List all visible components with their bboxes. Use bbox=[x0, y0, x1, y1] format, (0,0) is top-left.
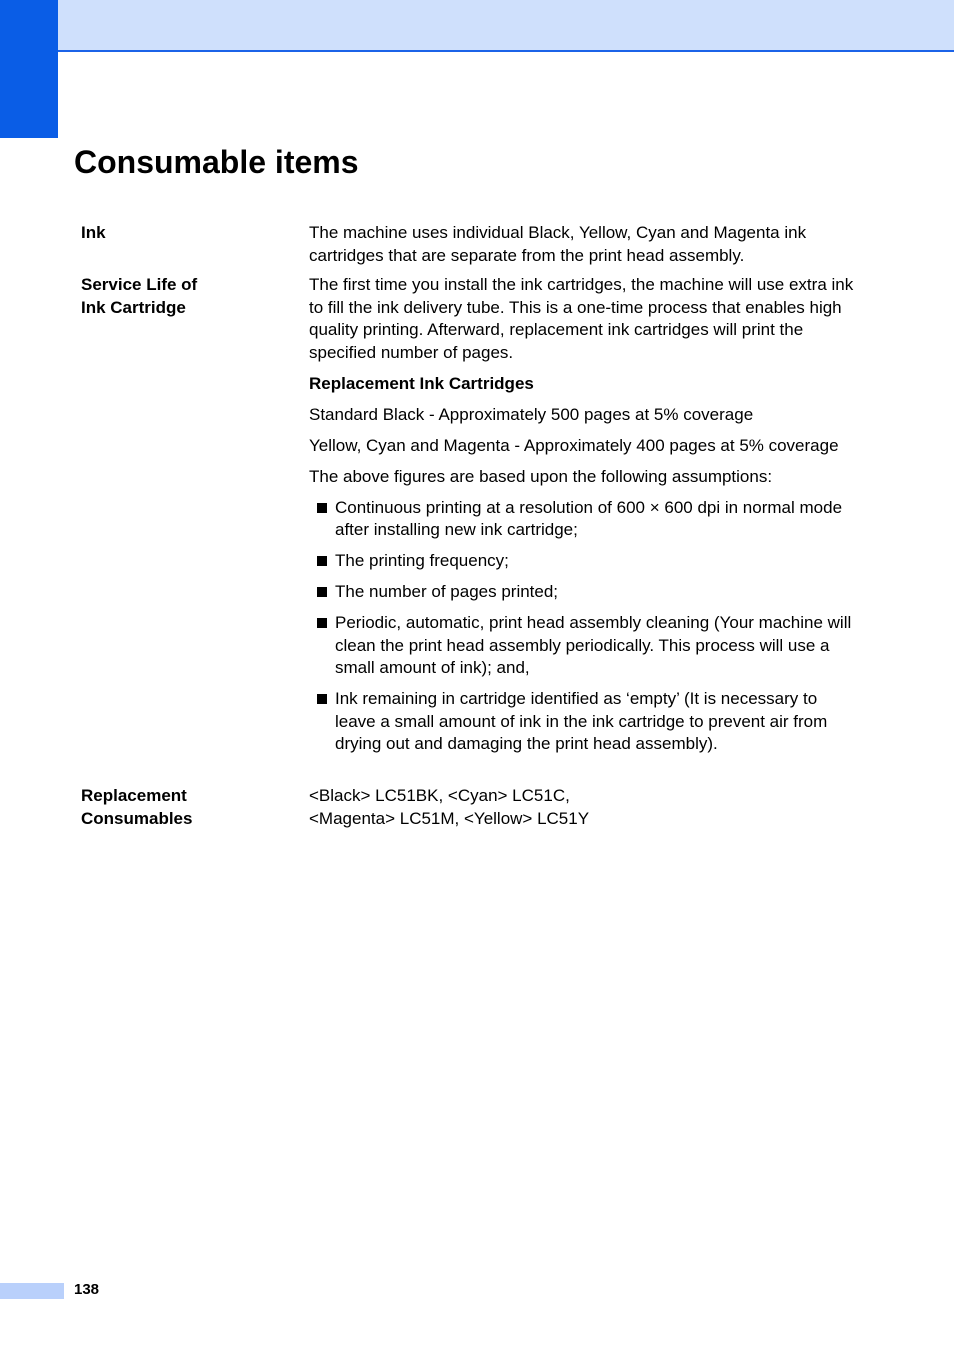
assumption-text: Periodic, automatic, print head assembly cleaning (Your machine will clean the print head assembly periodically. This process will use a small amount of ink); and, bbox=[335, 613, 852, 677]
assumption-text: Ink remaining in cartridge identified as ‘empty’ (It is necessary to leave a small amount of ink in the ink cartridge to prevent air from drying out and damaging the print head assembly). bbox=[335, 689, 828, 753]
assumptions-list bbox=[309, 497, 854, 756]
consumables-line-2: <Magenta> LC51M, <Yellow> LC51Y bbox=[309, 808, 590, 828]
footer-bar bbox=[0, 1283, 64, 1299]
list-item bbox=[309, 688, 854, 756]
page-number: 138 bbox=[74, 1281, 100, 1298]
list-item bbox=[309, 550, 854, 573]
square-bullet-icon bbox=[317, 618, 327, 628]
label-service-life-line-1: Service Life of bbox=[81, 275, 198, 294]
replacement-ink-heading: Replacement Ink Cartridges bbox=[309, 373, 534, 393]
label-ink bbox=[81, 222, 106, 245]
assumption-text: The printing frequency; bbox=[335, 551, 509, 570]
standard-black-yield: Standard Black - Approximately 500 pages at 5% coverage bbox=[309, 404, 754, 424]
label-replacement-line-1: Replacement bbox=[81, 786, 187, 805]
assumption-text: Continuous printing at a resolution of 600 × 600 dpi in normal mode after installing new ink cartridge; bbox=[335, 497, 843, 539]
page-title: Consumable items bbox=[74, 144, 359, 180]
label-ink-text: Ink bbox=[81, 223, 106, 242]
assumptions-intro: The above figures are based upon the following assumptions: bbox=[309, 466, 773, 486]
color-yield: Yellow, Cyan and Magenta - Approximately 400 pages at 5% coverage bbox=[309, 435, 839, 455]
square-bullet-icon bbox=[317, 556, 327, 566]
content-service-life bbox=[309, 274, 854, 764]
content-replacement-consumables bbox=[309, 785, 854, 830]
consumables-line-1: <Black> LC51BK, <Cyan> LC51C, bbox=[309, 786, 570, 805]
content-ink bbox=[309, 222, 854, 276]
assumption-text: The number of pages printed; bbox=[335, 582, 559, 601]
header-band bbox=[0, 0, 954, 52]
label-service-life bbox=[81, 274, 197, 319]
ink-description: The machine uses individual Black, Yellow, Cyan and Magenta ink cartridges that are separate from the print head assembly. bbox=[309, 223, 807, 265]
label-replacement-line-2: Consumables bbox=[81, 808, 193, 828]
square-bullet-icon bbox=[317, 587, 327, 597]
label-service-life-line-2: Ink Cartridge bbox=[81, 297, 186, 317]
square-bullet-icon bbox=[317, 503, 327, 513]
list-item bbox=[309, 612, 854, 680]
list-item bbox=[309, 497, 854, 542]
service-life-intro: The first time you install the ink cartridges, the machine will use extra ink to fill the ink delivery tube. This is a one-time process that enables high quality printing. Afterward, replacement ink cartridges will print the specified number of pages. bbox=[309, 275, 854, 362]
square-bullet-icon bbox=[317, 694, 327, 704]
chapter-tab bbox=[0, 0, 58, 138]
list-item bbox=[309, 581, 854, 604]
label-replacement-consumables bbox=[81, 785, 192, 830]
